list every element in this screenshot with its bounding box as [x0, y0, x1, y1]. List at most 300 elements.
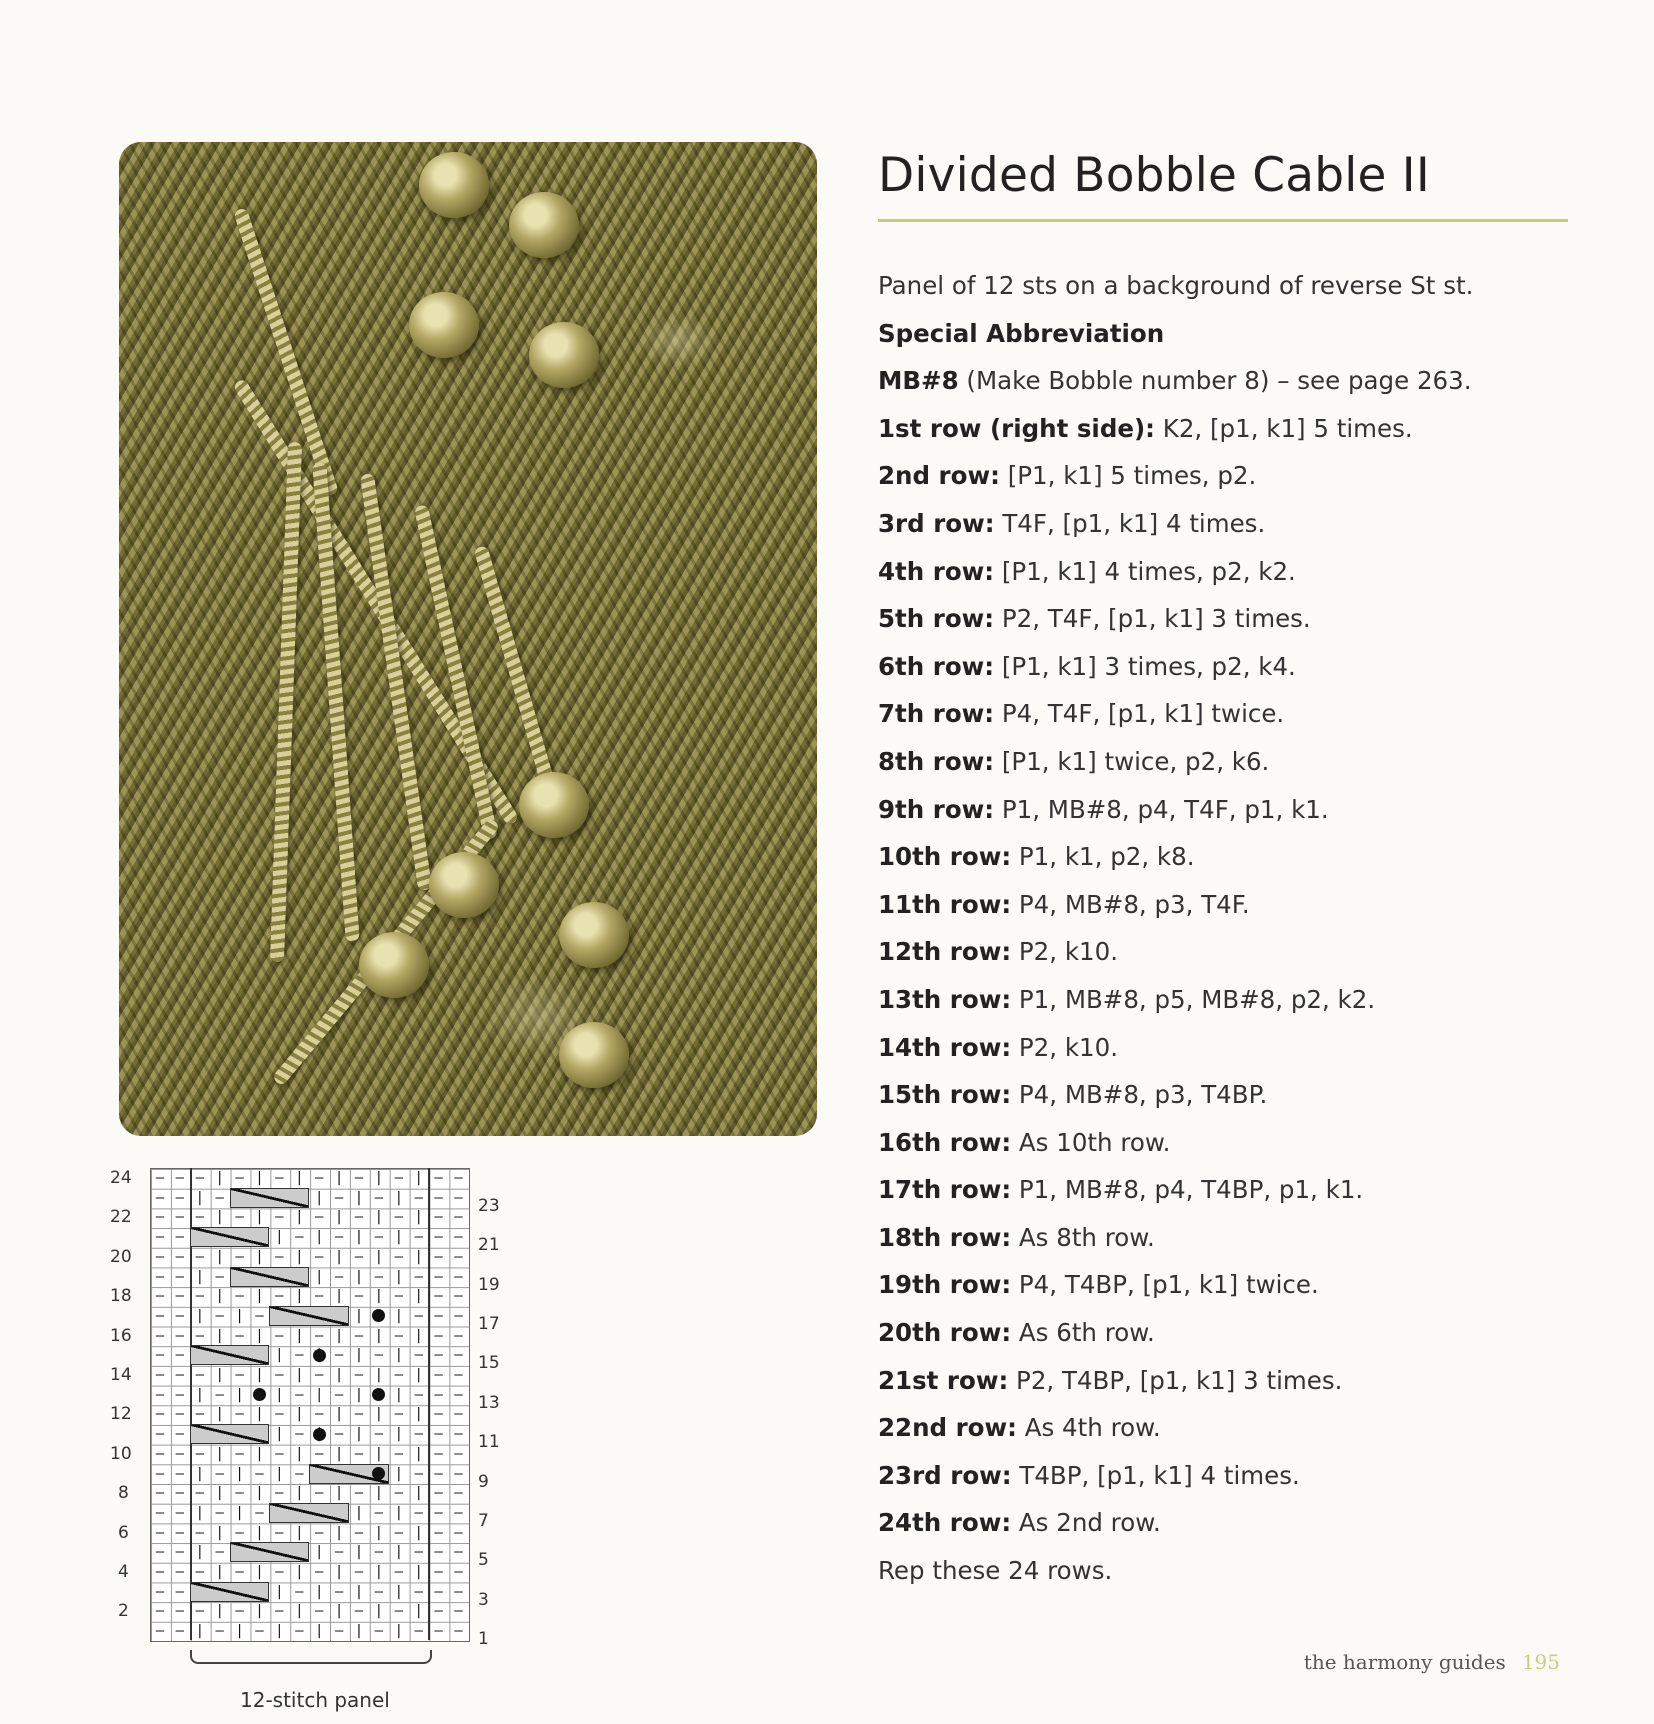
purl-symbol: –: [175, 1248, 185, 1265]
pattern-row: 1st row (right side): K2, [p1, k1] 5 times.: [878, 413, 1413, 443]
purl-symbol: –: [414, 1504, 423, 1521]
purl-symbol: –: [394, 1445, 404, 1462]
purl-symbol: –: [195, 1603, 205, 1620]
purl-symbol: –: [195, 1524, 205, 1541]
knit-symbol: |: [334, 1288, 344, 1305]
knit-symbol: |: [215, 1406, 224, 1423]
knit-symbol: |: [235, 1623, 244, 1640]
chart-row-number: 12: [110, 1404, 132, 1425]
purl-symbol: –: [354, 1524, 364, 1541]
purl-symbol: –: [374, 1426, 384, 1443]
purl-symbol: –: [175, 1583, 185, 1600]
knit-symbol: |: [374, 1524, 384, 1541]
knit-symbol: |: [215, 1367, 224, 1383]
intro-text: Panel of 12 sts on a background of reverse St st.: [878, 271, 1474, 300]
pattern-row: 13th row: P1, MB#8, p5, MB#8, p2, k2.: [878, 984, 1376, 1014]
purl-symbol: –: [454, 1170, 463, 1186]
chart-row-number: 14: [110, 1365, 132, 1385]
purl-symbol: –: [454, 1406, 463, 1423]
purl-symbol: –: [155, 1504, 165, 1521]
purl-symbol: –: [195, 1406, 205, 1423]
pattern-row: 8th row: [P1, k1] twice, p2, k6.: [878, 746, 1270, 776]
knit-symbol: |: [334, 1327, 344, 1344]
knit-symbol: |: [275, 1347, 284, 1364]
knit-symbol: |: [255, 1603, 264, 1620]
pattern-row: 9th row: P1, MB#8, p4, T4F, p1, k1.: [878, 794, 1329, 824]
knit-symbol: |: [334, 1603, 344, 1620]
knit-symbol: |: [394, 1386, 404, 1403]
knit-symbol: |: [374, 1327, 384, 1344]
special-abbrev-heading: Special Abbreviation: [878, 318, 1165, 348]
purl-symbol: –: [295, 1386, 304, 1403]
knit-symbol: |: [295, 1367, 304, 1383]
knit-symbol: |: [235, 1465, 244, 1482]
purl-symbol: –: [454, 1229, 463, 1246]
pattern-row: 21st row: P2, T4BP, [p1, k1] 3 times.: [878, 1365, 1343, 1395]
knit-symbol: |: [354, 1268, 364, 1285]
purl-symbol: –: [454, 1386, 463, 1403]
purl-symbol: –: [155, 1564, 165, 1580]
knit-symbol: |: [394, 1465, 404, 1482]
purl-symbol: –: [314, 1485, 324, 1502]
purl-symbol: –: [275, 1445, 284, 1462]
purl-symbol: –: [454, 1603, 463, 1620]
purl-symbol: –: [255, 1307, 264, 1324]
chart-row-number: 22: [110, 1207, 132, 1228]
purl-symbol: –: [454, 1268, 463, 1285]
knit-symbol: |: [295, 1170, 304, 1186]
purl-symbol: –: [434, 1445, 443, 1462]
knit-symbol: |: [275, 1465, 284, 1482]
knit-symbol: |: [295, 1327, 304, 1344]
purl-symbol: –: [334, 1229, 344, 1246]
purl-symbol: –: [155, 1465, 165, 1482]
purl-symbol: –: [434, 1465, 443, 1482]
purl-symbol: –: [354, 1248, 364, 1265]
purl-symbol: –: [215, 1623, 224, 1640]
cable-cross-symbol: [190, 1582, 270, 1602]
knit-symbol: |: [354, 1623, 364, 1640]
knit-symbol: |: [394, 1544, 404, 1561]
row-list: [878, 405, 1598, 1547]
purl-symbol: –: [434, 1544, 443, 1561]
title-rule: [878, 219, 1568, 222]
knit-symbol: |: [334, 1170, 344, 1186]
cable-cross-symbol: [269, 1503, 349, 1523]
purl-symbol: –: [334, 1544, 344, 1561]
purl-symbol: –: [414, 1386, 423, 1403]
knit-symbol: |: [295, 1564, 304, 1580]
purl-symbol: –: [434, 1268, 443, 1285]
chart-row-number: 11: [478, 1432, 500, 1453]
knit-symbol: |: [215, 1170, 224, 1186]
purl-symbol: –: [414, 1347, 423, 1364]
knit-symbol: |: [354, 1426, 364, 1443]
knit-symbol: |: [414, 1406, 423, 1423]
bobble: [559, 1022, 629, 1088]
purl-symbol: –: [434, 1524, 443, 1541]
knit-symbol: |: [275, 1229, 284, 1246]
purl-symbol: –: [314, 1406, 324, 1423]
knit-symbol: |: [195, 1307, 205, 1324]
purl-symbol: –: [255, 1623, 264, 1640]
page-number: 195: [1521, 1650, 1560, 1674]
purl-symbol: –: [195, 1248, 205, 1265]
chart-row-number: 17: [478, 1313, 500, 1334]
purl-symbol: –: [454, 1248, 463, 1265]
knit-symbol: |: [314, 1583, 324, 1600]
purl-symbol: –: [295, 1426, 304, 1443]
purl-symbol: –: [155, 1307, 165, 1324]
purl-symbol: –: [354, 1367, 364, 1383]
cable-strand: [473, 545, 558, 799]
purl-symbol: –: [175, 1347, 185, 1364]
knit-symbol: |: [414, 1564, 423, 1580]
knit-symbol: |: [334, 1524, 344, 1541]
chart-row-number: 8: [118, 1483, 129, 1504]
knit-symbol: |: [414, 1603, 423, 1620]
purl-symbol: –: [454, 1347, 463, 1364]
purl-symbol: –: [175, 1229, 185, 1246]
cable-cross-symbol: [190, 1345, 270, 1365]
knit-symbol: |: [354, 1386, 364, 1403]
purl-symbol: –: [175, 1564, 185, 1580]
knit-symbol: |: [215, 1524, 224, 1541]
knit-symbol: |: [314, 1386, 324, 1403]
purl-symbol: –: [434, 1386, 443, 1403]
purl-symbol: –: [314, 1288, 324, 1305]
chart-row-number: 20: [110, 1246, 132, 1267]
purl-symbol: –: [434, 1426, 443, 1443]
purl-symbol: –: [235, 1327, 244, 1344]
knit-symbol: |: [414, 1327, 423, 1344]
chart-row-number: 7: [478, 1510, 489, 1531]
chart-row-number: 19: [478, 1274, 500, 1295]
knit-symbol: |: [374, 1485, 384, 1502]
purl-symbol: –: [175, 1268, 185, 1285]
knit-symbol: |: [255, 1170, 264, 1186]
pattern-row: 17th row: P1, MB#8, p4, T4BP, p1, k1.: [878, 1175, 1364, 1205]
knit-symbol: |: [255, 1367, 264, 1383]
purl-symbol: –: [414, 1544, 423, 1561]
purl-symbol: –: [434, 1564, 443, 1580]
knit-symbol: |: [354, 1189, 364, 1206]
purl-symbol: –: [454, 1426, 463, 1443]
knit-symbol: |: [275, 1386, 284, 1403]
purl-symbol: –: [394, 1170, 404, 1186]
purl-symbol: –: [454, 1544, 463, 1561]
cable-cross-symbol: [230, 1542, 310, 1562]
knit-symbol: |: [354, 1583, 364, 1600]
purl-symbol: –: [215, 1386, 224, 1403]
purl-symbol: –: [314, 1327, 324, 1344]
purl-symbol: –: [314, 1248, 324, 1265]
purl-symbol: –: [275, 1288, 284, 1305]
knit-symbol: |: [295, 1603, 304, 1620]
purl-symbol: –: [175, 1209, 185, 1226]
purl-symbol: –: [434, 1583, 443, 1600]
purl-symbol: –: [235, 1564, 244, 1580]
purl-symbol: –: [414, 1465, 423, 1482]
purl-symbol: –: [434, 1248, 443, 1265]
purl-symbol: –: [394, 1603, 404, 1620]
knit-symbol: |: [215, 1288, 224, 1305]
purl-symbol: –: [275, 1603, 284, 1620]
purl-symbol: –: [454, 1583, 463, 1600]
purl-symbol: –: [414, 1307, 423, 1324]
knit-symbol: |: [374, 1406, 384, 1423]
purl-symbol: –: [394, 1406, 404, 1423]
chart-row-number: 5: [478, 1550, 489, 1571]
purl-symbol: –: [374, 1583, 384, 1600]
purl-symbol: –: [434, 1209, 443, 1226]
knit-symbol: |: [354, 1504, 364, 1521]
knit-symbol: |: [414, 1288, 423, 1305]
purl-symbol: –: [195, 1327, 205, 1344]
cable-cross-symbol: [269, 1306, 349, 1326]
knit-symbol: |: [334, 1248, 344, 1265]
cable-cross-symbol: [230, 1188, 310, 1208]
knit-symbol: |: [414, 1170, 423, 1186]
purl-symbol: –: [354, 1288, 364, 1305]
knit-symbol: |: [414, 1445, 423, 1462]
purl-symbol: –: [314, 1564, 324, 1580]
purl-symbol: –: [334, 1347, 344, 1364]
purl-symbol: –: [454, 1327, 463, 1344]
knit-symbol: |: [255, 1248, 264, 1265]
purl-symbol: –: [454, 1623, 463, 1640]
knit-symbol: |: [334, 1445, 344, 1462]
knit-symbol: |: [414, 1209, 423, 1226]
purl-symbol: –: [354, 1485, 364, 1502]
pattern-row: 7th row: P4, T4F, [p1, k1] twice.: [878, 699, 1285, 729]
purl-symbol: –: [454, 1445, 463, 1462]
purl-symbol: –: [374, 1229, 384, 1246]
purl-symbol: –: [374, 1544, 384, 1561]
purl-symbol: –: [334, 1623, 344, 1640]
bobble: [529, 322, 599, 388]
chart-row-number: 16: [110, 1325, 132, 1346]
purl-symbol: –: [175, 1288, 185, 1305]
purl-symbol: –: [334, 1583, 344, 1600]
purl-symbol: –: [454, 1504, 463, 1521]
purl-symbol: –: [235, 1367, 244, 1383]
bobble: [419, 152, 489, 218]
knit-symbol: |: [374, 1248, 384, 1265]
knit-symbol: |: [195, 1268, 205, 1285]
purl-symbol: –: [374, 1268, 384, 1285]
purl-symbol: –: [175, 1485, 185, 1502]
purl-symbol: –: [175, 1170, 185, 1186]
pattern-row: 2nd row: [P1, k1] 5 times, p2.: [878, 461, 1257, 491]
knit-symbol: |: [374, 1564, 384, 1580]
knit-symbol: |: [334, 1209, 344, 1226]
purl-symbol: –: [414, 1268, 423, 1285]
purl-symbol: –: [394, 1327, 404, 1344]
bobble: [509, 192, 579, 258]
pattern-row: 16th row: As 10th row.: [878, 1127, 1171, 1157]
knit-symbol: |: [215, 1485, 224, 1502]
knit-symbol: |: [255, 1445, 264, 1462]
knit-symbol: |: [235, 1386, 244, 1403]
purl-symbol: –: [155, 1229, 165, 1246]
purl-symbol: –: [155, 1367, 165, 1383]
purl-symbol: –: [394, 1288, 404, 1305]
knit-symbol: |: [334, 1485, 344, 1502]
knit-symbol: |: [394, 1504, 404, 1521]
knit-symbol: |: [314, 1544, 324, 1561]
purl-symbol: –: [155, 1485, 165, 1502]
purl-symbol: –: [334, 1426, 344, 1443]
knit-symbol: |: [414, 1367, 423, 1383]
purl-symbol: –: [215, 1268, 224, 1285]
chart-row-number: 21: [478, 1235, 500, 1256]
knit-symbol: |: [295, 1524, 304, 1541]
purl-symbol: –: [235, 1248, 244, 1265]
purl-symbol: –: [454, 1367, 463, 1383]
cable-cross-symbol: [190, 1424, 270, 1444]
chart-row-number: 9: [478, 1471, 489, 1492]
purl-symbol: –: [235, 1288, 244, 1305]
pattern-row: 18th row: As 8th row.: [878, 1222, 1155, 1252]
purl-symbol: –: [354, 1603, 364, 1620]
knit-symbol: |: [195, 1504, 205, 1521]
chart-row-number: 13: [478, 1392, 500, 1413]
knit-symbol: |: [215, 1248, 224, 1265]
pattern-row: 24th row: As 2nd row.: [878, 1508, 1161, 1538]
purl-symbol: –: [434, 1406, 443, 1423]
abbreviation: MB#8 (Make Bobble number 8) – see page 263.: [878, 366, 1472, 396]
knit-symbol: |: [374, 1445, 384, 1462]
purl-symbol: –: [354, 1170, 364, 1186]
purl-symbol: –: [394, 1524, 404, 1541]
chart-row-number: 6: [118, 1522, 129, 1543]
chart-caption: 12-stitch panel: [240, 1688, 390, 1712]
knit-symbol: |: [215, 1327, 224, 1344]
knit-symbol: |: [354, 1307, 364, 1324]
purl-symbol: –: [434, 1623, 443, 1640]
knit-symbol: |: [215, 1209, 224, 1226]
purl-symbol: –: [195, 1367, 205, 1383]
knit-symbol: |: [334, 1564, 344, 1580]
purl-symbol: –: [155, 1386, 165, 1403]
purl-symbol: –: [155, 1347, 165, 1364]
knit-symbol: |: [235, 1504, 244, 1521]
cable-cross-symbol: [190, 1227, 270, 1247]
purl-symbol: –: [175, 1327, 185, 1344]
purl-symbol: –: [454, 1564, 463, 1580]
purl-symbol: –: [434, 1347, 443, 1364]
purl-symbol: –: [414, 1583, 423, 1600]
purl-symbol: –: [314, 1524, 324, 1541]
purl-symbol: –: [195, 1485, 205, 1502]
purl-symbol: –: [454, 1189, 463, 1206]
purl-symbol: –: [295, 1347, 304, 1364]
knit-symbol: |: [394, 1268, 404, 1285]
knit-symbol: |: [275, 1623, 284, 1640]
purl-symbol: –: [275, 1564, 284, 1580]
knit-symbol: |: [374, 1170, 384, 1186]
knit-symbol: |: [275, 1583, 284, 1600]
knit-symbol: |: [394, 1307, 404, 1324]
purl-symbol: –: [374, 1623, 384, 1640]
purl-symbol: –: [155, 1524, 165, 1541]
knitting-chart: [110, 1160, 510, 1720]
pattern-row: 5th row: P2, T4F, [p1, k1] 3 times.: [878, 604, 1311, 634]
knit-symbol: |: [414, 1248, 423, 1265]
knit-symbol: |: [394, 1426, 404, 1443]
bobble: [429, 852, 499, 918]
knit-symbol: |: [295, 1248, 304, 1265]
knit-symbol: |: [255, 1327, 264, 1344]
knit-symbol: |: [255, 1485, 264, 1502]
chart-row-number: 23: [478, 1195, 500, 1216]
purl-symbol: –: [374, 1504, 384, 1521]
knit-symbol: |: [275, 1426, 284, 1443]
knit-symbol: |: [195, 1544, 205, 1561]
purl-symbol: –: [235, 1170, 244, 1186]
purl-symbol: –: [354, 1327, 364, 1344]
knit-symbol: |: [394, 1623, 404, 1640]
purl-symbol: –: [394, 1367, 404, 1383]
purl-symbol: –: [255, 1465, 264, 1482]
bobble: [359, 932, 429, 998]
purl-symbol: –: [175, 1524, 185, 1541]
repeat-text: Rep these 24 rows.: [878, 1556, 1113, 1586]
knit-symbol: |: [374, 1288, 384, 1305]
purl-symbol: –: [235, 1485, 244, 1502]
knit-symbol: |: [354, 1347, 364, 1364]
knit-symbol: |: [354, 1229, 364, 1246]
knit-symbol: |: [215, 1564, 224, 1580]
purl-symbol: –: [434, 1170, 443, 1186]
chart-row-number: 10: [110, 1443, 132, 1464]
knit-symbol: |: [334, 1367, 344, 1383]
knit-symbol: |: [195, 1386, 205, 1403]
purl-symbol: –: [175, 1367, 185, 1383]
purl-symbol: –: [195, 1209, 205, 1226]
knit-symbol: |: [374, 1367, 384, 1383]
purl-symbol: –: [155, 1406, 165, 1423]
bobble: [519, 772, 589, 838]
knit-symbol: |: [314, 1229, 324, 1246]
pattern-row: 14th row: P2, k10.: [878, 1032, 1119, 1062]
purl-symbol: –: [175, 1623, 185, 1640]
purl-symbol: –: [394, 1209, 404, 1226]
knit-symbol: |: [295, 1288, 304, 1305]
purl-symbol: –: [295, 1583, 304, 1600]
knit-symbol: |: [195, 1465, 205, 1482]
purl-symbol: –: [275, 1209, 284, 1226]
purl-symbol: –: [155, 1623, 165, 1640]
knit-symbol: |: [215, 1603, 224, 1620]
purl-symbol: –: [175, 1189, 185, 1206]
chart-row-number: 15: [478, 1353, 500, 1374]
pattern-row: 4th row: [P1, k1] 4 times, p2, k2.: [878, 556, 1296, 586]
guide-name: the harmony guides: [1303, 1650, 1506, 1674]
knit-symbol: |: [255, 1524, 264, 1541]
purl-symbol: –: [434, 1504, 443, 1521]
purl-symbol: –: [295, 1229, 304, 1246]
purl-symbol: –: [175, 1544, 185, 1561]
pattern-instructions: [878, 262, 1598, 1595]
knit-symbol: |: [195, 1189, 205, 1206]
purl-symbol: –: [155, 1288, 165, 1305]
purl-symbol: –: [255, 1504, 264, 1521]
purl-symbol: –: [275, 1248, 284, 1265]
purl-symbol: –: [434, 1288, 443, 1305]
pattern-row: 19th row: P4, T4BP, [p1, k1] twice.: [878, 1270, 1319, 1300]
